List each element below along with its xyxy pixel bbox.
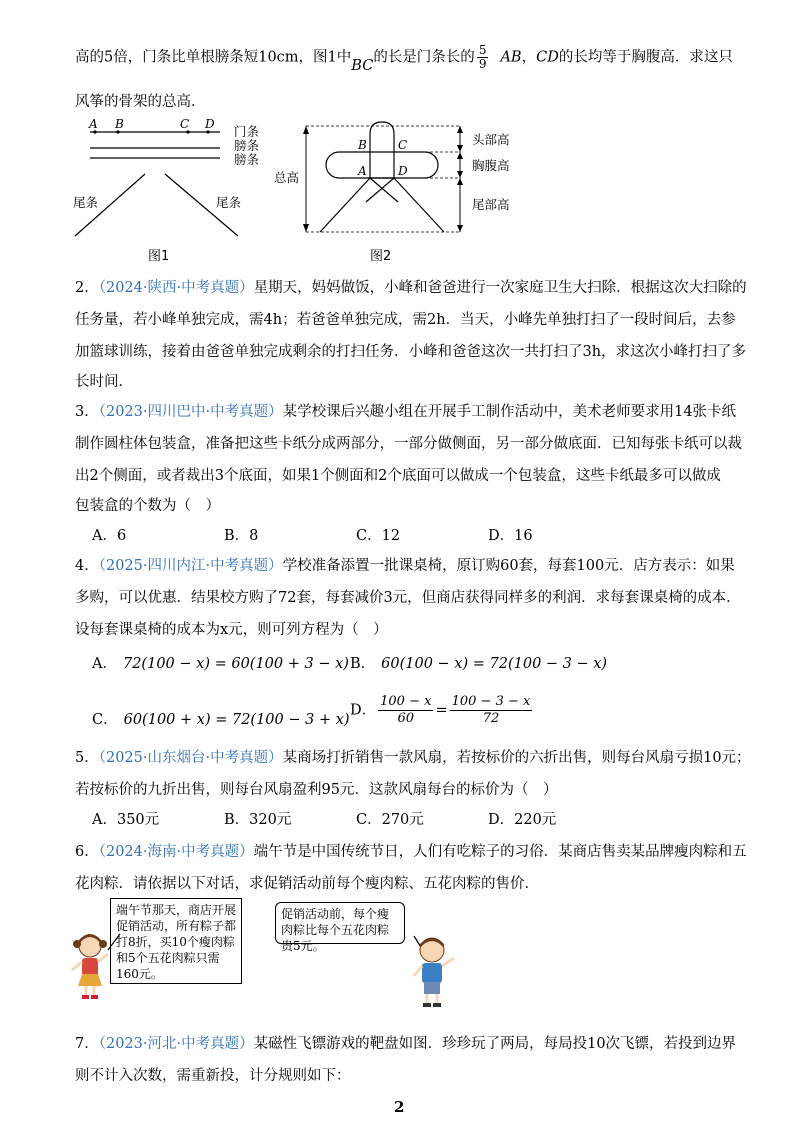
q4-option-c-eq: 60(100 + x) = 72(100 − 3 + x) — [123, 712, 350, 728]
q4-d-eq: = — [435, 702, 448, 719]
q6-text1: 端午节是中国传统节日，人们有吃粽子的习俗．某商店售卖某品牌瘦肉粽和五 — [253, 844, 747, 860]
q1-text-d: 的长均等于胸腹高．求这只 — [558, 49, 733, 66]
q1-text-c: ， — [521, 49, 537, 66]
q3-option-b[interactable]: B．8 — [224, 528, 259, 544]
q7-text1: 某磁性飞镖游戏的靶盘如图．珍珍玩了两局，每局投10次飞镖，若投到边界 — [253, 1036, 737, 1052]
q6-number: 6． — [75, 844, 99, 860]
figure-1 — [70, 112, 285, 262]
q1-fraction — [477, 44, 489, 71]
q6-source[interactable]: （2024·海南·中考真题） — [98, 844, 254, 860]
q4-option-d-frac1 — [378, 694, 433, 727]
q5-number: 5． — [75, 750, 99, 766]
q5-line1 — [75, 746, 751, 767]
q5-option-a[interactable]: A．350元 — [92, 812, 160, 828]
q5-option-b[interactable]: B．320元 — [224, 812, 292, 828]
q2-source[interactable]: （2024·陕西·中考真题） — [98, 280, 254, 296]
fig1-point-c: C — [180, 117, 190, 131]
q4-option-d-frac2 — [450, 694, 533, 727]
q4-option-b[interactable] — [350, 652, 607, 673]
q4-d-den1: 60 — [397, 711, 415, 726]
fig2-point-c: C — [398, 138, 408, 152]
fig1-caption: 图1 — [148, 249, 170, 262]
q3-line4: 包装盒的个数为（ ） — [75, 498, 220, 514]
q3-line2: 制作圆柱体包装盒，准备把这些卡纸分成两部分，一部分做侧面，另一部分做底面．已知每张卡纸可以裁 — [75, 436, 742, 452]
q4-option-b-eq: 60(100 − x) = 72(100 − 3 − x) — [381, 656, 608, 672]
fig2-tail-height: 尾部高 — [472, 197, 510, 212]
girl-cartoon-icon — [68, 930, 128, 1002]
q2-line1 — [75, 276, 747, 297]
q2-number: 2． — [75, 280, 99, 296]
q1-bc: BC — [351, 57, 374, 74]
q4-option-a-eq: 72(100 − x) = 60(100 + 3 − x) — [122, 656, 349, 672]
fig2-chest-height: 胸腹高 — [472, 158, 510, 173]
fig2-total-height: 总高 — [274, 170, 300, 185]
q5-source[interactable]: （2025·山东烟台·中考真题） — [98, 750, 283, 766]
figure-2 — [270, 112, 530, 262]
q1-ab: AB — [500, 49, 522, 66]
fig1-point-b: B — [115, 117, 124, 131]
q4-line1 — [75, 554, 735, 575]
q7-line1 — [75, 1032, 736, 1053]
fig1-point-d: D — [205, 117, 215, 131]
fig2-point-d: D — [398, 164, 408, 178]
q4-option-a-label: A． — [92, 656, 117, 672]
q1-line2: 风筝的骨架的总高． — [75, 94, 206, 110]
q6-line2: 花肉粽．请依据以下对话，求促销活动前每个瘦肉粽、五花肉粽的售价． — [75, 876, 539, 892]
fig1-tail-left: 尾条 — [73, 195, 99, 210]
q3-line1 — [75, 400, 736, 421]
fig1-tail-right: 尾条 — [216, 195, 242, 210]
q2-line2: 任务量，若小峰单独完成，需4h；若爸爸单独完成，需2h．当天，小峰先单独打扫了一段时间后，去参 — [75, 312, 736, 328]
q1-text-a: 高的5倍，门条比单根膀条短10cm，图1中 — [75, 49, 352, 66]
q2-line4: 长时间． — [75, 374, 133, 390]
q4-text1: 学校准备添置一批课桌椅，原订购60套，每套100元．店方表示：如果 — [282, 558, 735, 574]
fig2-caption: 图2 — [370, 249, 392, 262]
fig1-point-a: A — [89, 117, 98, 131]
speech-bubble-right: 促销活动前，每个瘦肉粽比每个五花肉粽贵5元。 — [275, 902, 405, 944]
boy-cartoon-icon — [406, 932, 466, 1010]
q4-line3: 设每套课桌椅的成本为x元，则可列方程为（ ） — [75, 622, 388, 638]
fig1-label-arm1: 膀条 — [234, 138, 260, 153]
q3-text1: 某学校课后兴趣小组在开展手工制作活动中，美术老师要求用14张卡纸 — [282, 404, 737, 420]
q6-line1 — [75, 840, 747, 861]
q3-line3: 出2个侧面，或者裁出3个底面，如果1个侧面和2个底面可以做成一个包装盒，这些卡纸最多可以做成 — [75, 468, 721, 484]
q4-option-a[interactable] — [92, 652, 349, 673]
q4-option-d[interactable] — [350, 694, 534, 727]
q5-option-c[interactable]: C．270元 — [356, 812, 424, 828]
q1-text-b: 的长是门条长的 — [373, 49, 475, 66]
q4-source[interactable]: （2025·四川内江·中考真题） — [98, 558, 283, 574]
q5-text1: 某商场打折销售一款风扇，若按标价的六折出售，则每台风扇亏损10元； — [282, 750, 751, 766]
fig2-point-a: A — [358, 164, 367, 178]
fig2-head-height: 头部高 — [472, 132, 510, 147]
q3-option-a[interactable]: A．6 — [92, 528, 127, 544]
q4-number: 4． — [75, 558, 99, 574]
q4-option-c[interactable] — [92, 708, 350, 729]
q4-option-c-label: C． — [92, 712, 118, 728]
fig1-label-door: 门条 — [234, 124, 260, 139]
q1-line1 — [75, 43, 733, 74]
q4-d-den2: 72 — [482, 711, 500, 726]
fig2-point-b: B — [358, 138, 367, 152]
q5-option-d[interactable]: D．220元 — [488, 812, 557, 828]
fig1-label-arm2: 膀条 — [234, 152, 260, 167]
q3-option-d[interactable]: D．16 — [488, 528, 533, 544]
q3-source[interactable]: （2023·四川巴中·中考真题） — [98, 404, 283, 420]
speech-bubble-left: 端午节那天，商店开展促销活动，所有粽子都打8折，买10个瘦肉粽和5个五花肉粽只需160元。 — [110, 898, 242, 984]
q4-option-d-label: D． — [350, 702, 377, 719]
q1-cd: CD — [536, 49, 559, 66]
frac-den: 9 — [478, 57, 487, 71]
q7-source[interactable]: （2023·河北·中考真题） — [98, 1036, 254, 1052]
q2-text1: 星期天，妈妈做饭，小峰和爸爸进行一次家庭卫生大扫除．根据这次大扫除的 — [253, 280, 747, 296]
q4-d-num2: 100 − 3 − x — [451, 694, 531, 709]
q5-line2: 若按标价的九折出售，则每台风扇盈利95元．这款风扇每台的标价为（ ） — [75, 782, 558, 798]
q7-number: 7． — [75, 1036, 99, 1052]
q2-line3: 加篮球训练，接着由爸爸单独完成剩余的打扫任务．小峰和爸爸这次一共打扫了3h，求这次小峰打扫了多 — [75, 344, 747, 360]
q4-line2: 多购，可以优惠．结果校方购了72套，每套减价3元，但商店获得同样多的利润．求每套课桌椅的成本． — [75, 590, 741, 606]
frac-num: 5 — [478, 43, 487, 57]
q3-number: 3． — [75, 404, 99, 420]
q4-option-b-label: B． — [350, 656, 376, 672]
page-number: 2 — [394, 1098, 405, 1116]
q3-option-c[interactable]: C．12 — [356, 528, 401, 544]
q4-d-num1: 100 − x — [380, 694, 432, 709]
q7-line2: 则不计入次数，需重新投，计分规则如下： — [75, 1068, 351, 1084]
